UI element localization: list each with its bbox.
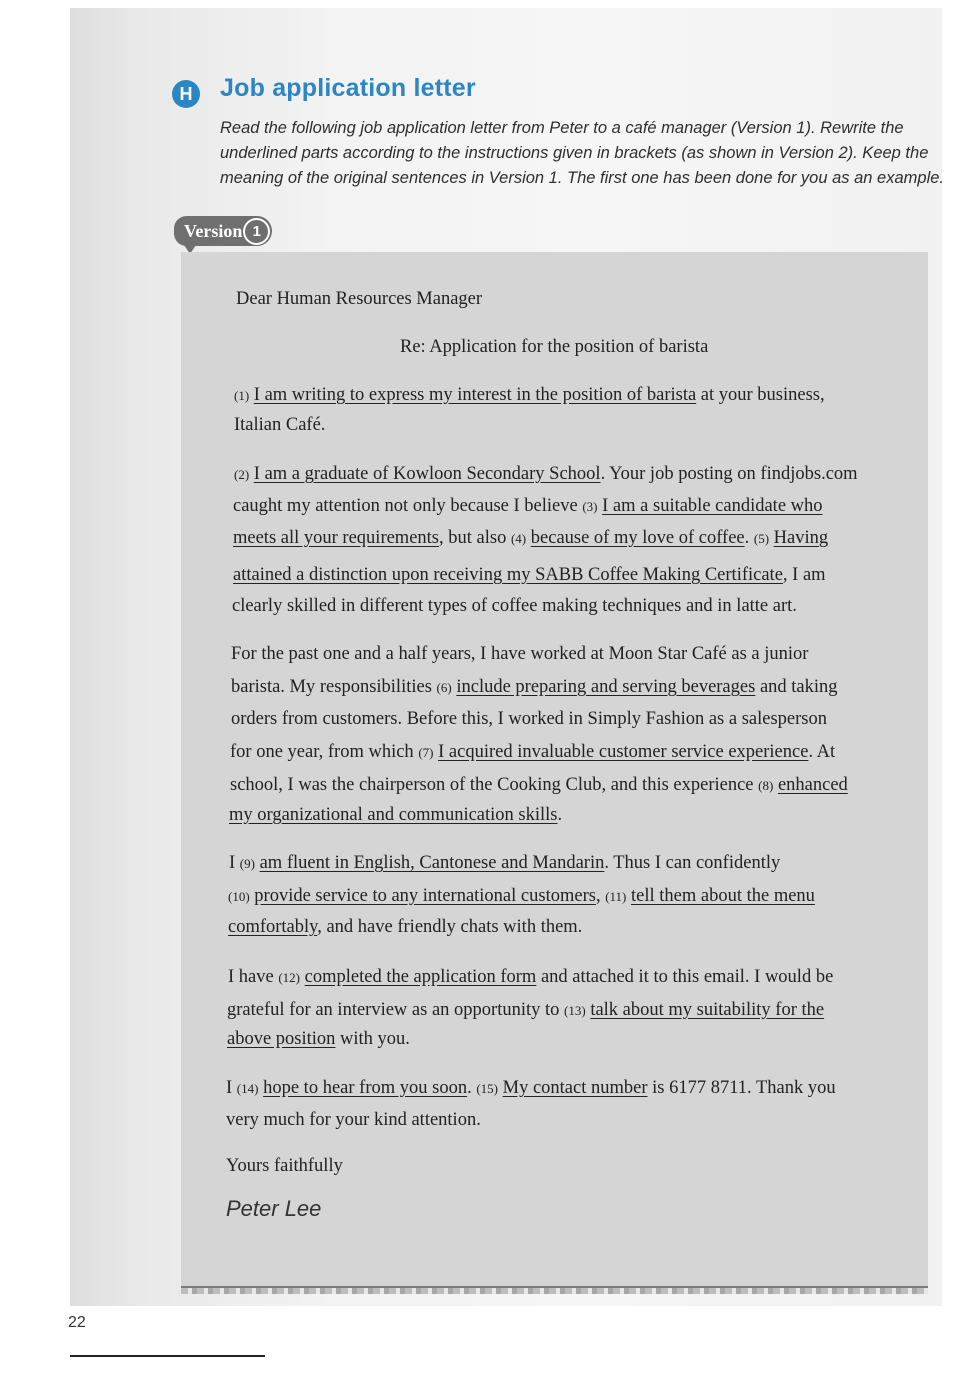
text: , I am <box>782 565 826 585</box>
underlined-part-15: My contact number <box>502 1078 648 1098</box>
text: school, I was the chairperson of the Cooking Club, and this experience <box>230 775 759 795</box>
paragraph-4-line-3 <box>228 915 582 939</box>
marker-5: (5) <box>753 531 770 546</box>
text: I <box>226 1078 237 1098</box>
marker-6: (6) <box>436 680 452 695</box>
paragraph-3-line-4 <box>230 740 835 765</box>
underlined-part-8a: enhanced <box>777 775 848 795</box>
page-number: 22 <box>68 1314 86 1331</box>
text: barista. My responsibilities <box>231 677 437 697</box>
text: grateful for an interview as an opportunity to <box>227 1000 565 1020</box>
text: at your business, <box>696 385 825 405</box>
text: , and have friendly chats with them. <box>317 917 583 937</box>
paragraph-1-line-2: Italian Café. <box>234 415 326 435</box>
paragraph-6-line-2: very much for your kind attention. <box>226 1110 481 1130</box>
paragraph-5-line-3 <box>227 1027 410 1051</box>
signature: Peter Lee <box>226 1196 322 1221</box>
version-number-badge: 1 <box>243 218 270 245</box>
underlined-part-9: am fluent in English, Cantonese and Mandarin <box>259 853 605 873</box>
text: . Your job posting on findjobs.com <box>600 464 858 484</box>
paragraph-2-line-2 <box>233 494 823 519</box>
text: caught my attention not only because I believe <box>233 496 583 516</box>
text: with you. <box>335 1029 410 1049</box>
paragraph-6-line-1 <box>226 1076 836 1101</box>
underlined-part-7: I acquired invaluable customer service experience <box>438 742 809 762</box>
underlined-part-1: I am writing to express my interest in the position of barista <box>253 385 697 405</box>
paragraph-2-line-1 <box>234 462 858 487</box>
text: . <box>557 805 563 825</box>
underlined-part-3a: I am a suitable candidate who <box>602 496 823 516</box>
marker-10: (10) <box>228 889 250 904</box>
paragraph-3-line-5 <box>230 773 848 798</box>
instructions-text: Read the following job application letter from Peter to a café manager (Version 1). Rewrite the underlined parts according to the instructions given in brackets (as shown in Version 2). Keep the meaning of the original sentences in Version 1. The first one has been done for you as an example. <box>220 119 945 187</box>
text: and taking <box>755 677 838 697</box>
marker-12: (12) <box>278 970 301 985</box>
paragraph-2-line-5: clearly skilled in different types of coffee making techniques and in latte art. <box>232 596 797 616</box>
marker-4: (4) <box>510 531 527 546</box>
version-tag <box>174 216 272 246</box>
text: . <box>744 528 754 548</box>
marker-7: (7) <box>418 745 434 760</box>
underlined-part-14: hope to hear from you soon <box>263 1078 468 1098</box>
marker-14: (14) <box>236 1081 259 1096</box>
paragraph-3-line-1: For the past one and a half years, I have worked at Moon Star Café as a junior <box>231 644 809 664</box>
version-tag-label: Version <box>184 221 243 241</box>
paragraph-3-line-2 <box>231 675 838 700</box>
underlined-part-11b: comfortably <box>228 917 318 937</box>
paragraph-5-line-1 <box>228 965 833 990</box>
text: is 6177 8711. Thank you <box>647 1078 836 1098</box>
marker-13: (13) <box>564 1003 586 1018</box>
salutation: Dear Human Resources Manager <box>236 289 483 309</box>
marker-11: (11) <box>605 889 627 904</box>
marker-1: (1) <box>234 388 250 403</box>
text: for one year, from which <box>230 742 419 762</box>
marker-2: (2) <box>234 467 250 482</box>
text: I <box>229 853 240 873</box>
underlined-part-3b: meets all your requirements <box>233 528 440 548</box>
text: , <box>595 886 606 906</box>
paragraph-2-line-4 <box>233 563 826 587</box>
marker-9: (9) <box>239 856 255 871</box>
paragraph-2-line-3 <box>233 526 828 551</box>
section-title: Job application letter <box>220 74 476 102</box>
text: . <box>467 1078 477 1098</box>
underlined-part-11a: tell them about the menu <box>631 886 815 906</box>
paragraph-3-line-6 <box>229 803 562 827</box>
paragraph-4-line-1 <box>229 851 780 876</box>
underlined-part-2: I am a graduate of Kowloon Secondary School <box>253 464 601 484</box>
underlined-part-5a: Having <box>773 528 829 548</box>
marker-3: (3) <box>582 499 598 514</box>
text: I have <box>228 967 279 987</box>
paragraph-3-line-3: orders from customers. Before this, I worked in Simply Fashion as a salesperson <box>231 709 828 729</box>
underlined-part-13b: above position <box>227 1029 336 1049</box>
underlined-part-5b: attained a distinction upon receiving my SABB Coffee Making Certificate <box>233 565 783 585</box>
footer-rule <box>70 1355 265 1357</box>
marker-15: (15) <box>476 1081 498 1096</box>
subject-line: Re: Application for the position of barista <box>400 337 709 357</box>
paragraph-5-line-2 <box>227 998 824 1023</box>
underlined-part-4: because of my love of coffee <box>530 528 745 548</box>
text: . At <box>808 742 836 762</box>
marker-8: (8) <box>758 778 774 793</box>
text: , but also <box>439 528 511 548</box>
underlined-part-13a: talk about my suitability for the <box>590 1000 825 1020</box>
section-letter-badge: H <box>172 80 200 108</box>
closing: Yours faithfully <box>226 1156 343 1176</box>
underlined-part-10: provide service to any international customers <box>254 886 596 906</box>
text: . Thus I can confidently <box>604 853 781 873</box>
underlined-part-6: include preparing and serving beverages <box>456 677 756 697</box>
underlined-part-12: completed the application form <box>304 967 537 987</box>
paragraph-1-line-1 <box>234 383 825 408</box>
paragraph-4-line-2 <box>228 884 815 909</box>
underlined-part-8b: my organizational and communication skills <box>229 805 558 825</box>
text: and attached it to this email. I would be <box>536 967 834 987</box>
